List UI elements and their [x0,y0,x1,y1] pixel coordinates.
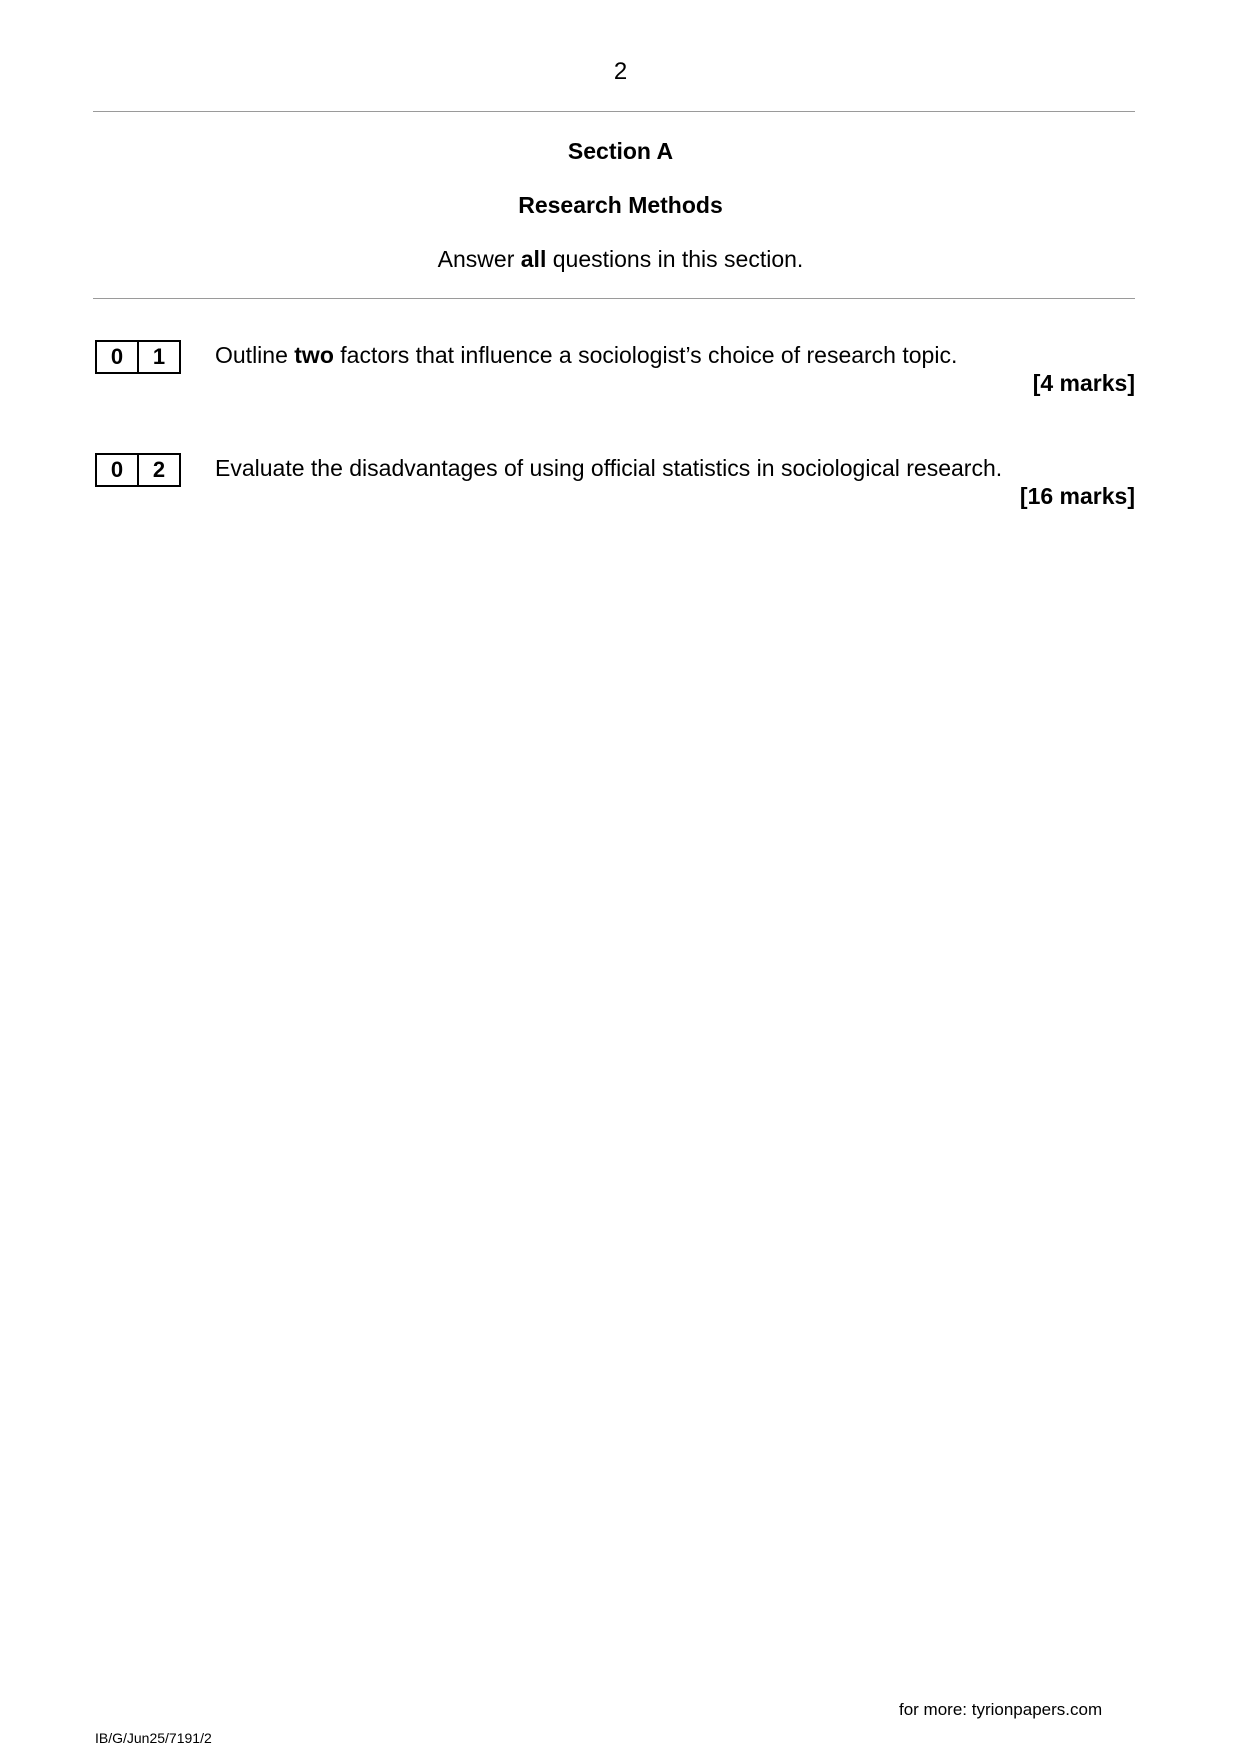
section-instruction [0,246,1241,273]
question-text-after: factors that influence a sociologist’s choice of research topic. [333,342,958,368]
question-marks: [16 marks] [1019,483,1135,509]
section-title: Section A [567,138,674,164]
instruction-text-after: questions in this section. [546,246,804,272]
question-text [215,342,957,369]
question-marks: [4 marks] [1032,370,1135,396]
question-number-digit: 1 [137,342,179,372]
question-number-box [95,340,181,374]
question-text-before: Outline [215,342,295,368]
bottom-divider [93,298,1135,299]
instruction-text-before: Answer [437,246,521,272]
page-number: 2 [613,58,628,85]
question-number-digit: 2 [137,455,179,485]
footer-more-link: for more: tyrionpapers.com [899,1700,1103,1719]
question-number-digit: 0 [110,457,124,482]
question-text-bold: two [294,342,334,368]
section-subtitle: Research Methods [518,192,723,218]
footer-paper-code: IB/G/Jun25/7191/2 [95,1730,212,1746]
question-number-box [95,453,181,487]
instruction-text-bold: all [520,246,547,272]
question-number-digit: 0 [110,344,124,369]
question-text-before: Evaluate the disadvantages of using official statistics in sociological research. [215,455,1003,481]
top-divider [93,111,1135,112]
question-text [215,455,1002,482]
